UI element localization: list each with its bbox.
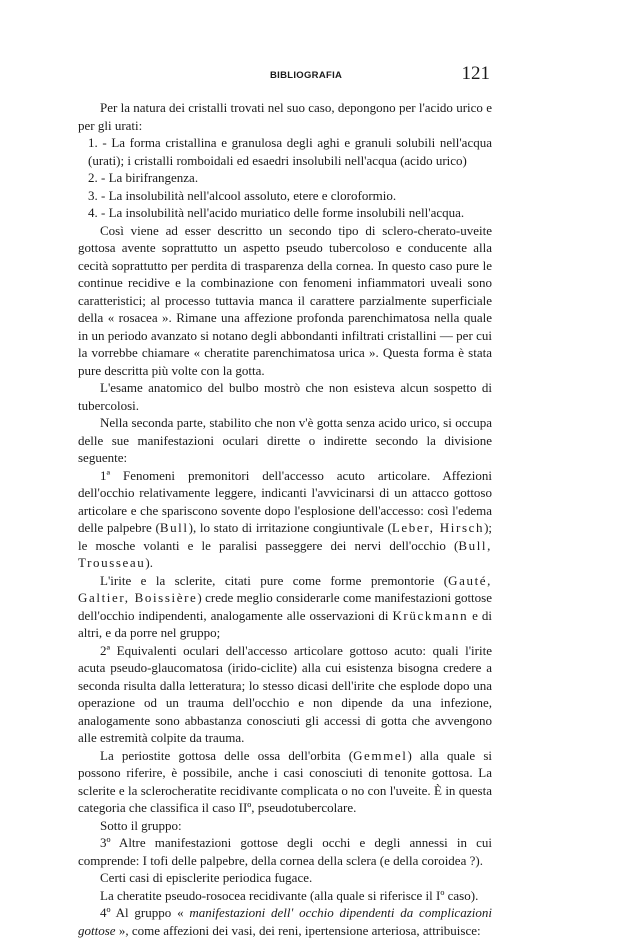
body-text <box>78 99 492 939</box>
list-item: 3. - La insolubilità nell'alcool assoluto, etere e cloroformio. <box>88 187 397 203</box>
page-number: 121 <box>461 63 490 84</box>
list-item: 4. - La insolubilità nell'acido muriatico delle forme insolubili nell'acqua. <box>88 205 465 220</box>
paragraph: 2ª Equivalenti oculari dell'accesso articolare gottoso acuto: quali l'irite acuta pseudo-glaucomatosa (irido-ciclite) alla cui esistenza bisogna credere a seconda risulta dalla letteratura; lo stesso dicasi dell'irite che esplode dopo una operazione od un trauma dell'occhio e non dipende da una infezione, analogamente sono abbastanza conosciuti gli accessi di gotta che avvengono alle estremità colpite da trauma. <box>78 642 492 745</box>
paragraph: L'esame anatomico del bulbo mostrò che non esisteva alcun sospetto di tubercolosi. <box>78 380 492 413</box>
author-name: Bull, Trousseau <box>78 537 492 570</box>
paragraph: 3º Altre manifestazioni gottose degli occhi e degli annessi in cui comprende: I tofi delle palpebre, della cornea della sclera (e della coroidea ?). <box>78 835 492 868</box>
author-name: Bull <box>159 520 189 535</box>
paragraph: Per la natura dei cristalli trovati nel suo caso, depongono per l'acido urico e per gli urati: <box>78 100 492 133</box>
paragraph: Così viene ad esser descritto un secondo tipo di sclero-cherato-uveite gottosa avente soprattutto un aspetto pseudo tubercoloso e conducente alla cecità soprattutto per perdita di trasparenza della cornea. In questo caso pure le continue recidive e la combinazione con fenomeni infiammatori uveali sono caratteristici; al processo tuttavia manca il carattere parzialmente superficiale della « rosacea ». Rimane una affezione profonda parenchimatosa nella quale in un periodo avanzato si notano degli abbondanti infiltrati cristallini — per cui la vorrebbe chiamare « cheratite parenchimatosa urica ». Questa forma è stata pure descritta più volte con la gotta. <box>78 222 492 378</box>
list-item: 1. - La forma cristallina e granulosa degli aghi e granuli solubili nell'acqua (urati); i cristalli romboidali ed esaedri insolubili nell'acqua (acido urico) <box>88 135 492 168</box>
author-name: Krückmann <box>392 607 469 623</box>
paragraph-premonitory: 1ª Fenomeni premonitori dell'accesso acuto articolare. Affezioni dell'occhio relativamente leggere, indicanti l'avvicinarsi di un attacco gottoso articolare e che spariscono sovente dopo l'esplosione dell'accesso: così l'edema delle palpebre (Bull), lo stato di irritazione congiuntivale (Leber, Hirsch); le mosche volanti e le paralisi passeggere dei nervi dell'occhio (Bull, Trousseau). <box>78 467 493 570</box>
author-name: Gauté, Galtier, Boissière <box>78 572 492 605</box>
paragraph: Nella seconda parte, stabilito che non v'è gotta senza acido urico, si occupa delle sue manifestazioni oculari dirette o indirette secondo la divisione seguente: <box>78 415 492 465</box>
paragraph-irite: L'irite e la sclerite, citati pure come forme premontorie (Gauté, Galtier, Boissière) crede meglio considerarle come manifestazioni gottose dell'occhio indipendenti, analogamente alle osservazioni di Krückmann e di altri, e da porre nel gruppo; <box>78 572 492 640</box>
list-item: 2. - La birifrangenza. <box>88 170 199 185</box>
paragraph: La cheratite pseudo-rosocea recidivante (alla quale si riferisce il Iº caso). <box>100 887 479 903</box>
running-title: BIBLIOGRAFIA <box>270 70 343 81</box>
italic-phrase: manifestazioni dell' occhio dipendenti da complicazioni gottose <box>78 905 492 938</box>
author-name: Leber, Hirsch <box>391 520 485 535</box>
paragraph: Sotto il gruppo: <box>100 817 182 833</box>
paragraph: Certi casi di episclerite periodica fugace. <box>100 870 313 885</box>
paragraph-periostite: La periostite gottosa delle ossa dell'orbita (Gemmel) alla quale si possono riferire, è possibile, anche i casi conosciuti di tenonite gottosa. La sclerite e la sclerocheratite recidivante complicata o no con l'uveite. È in questa categoria che classifica il caso IIº, pseudotubercolare. <box>78 747 492 815</box>
paragraph-group-4: 4º Al gruppo « manifestazioni dell' occhio dipendenti da complicazioni gottose », come affezioni dei vasi, dei reni, ipertensione arteriosa, attribuisce: <box>78 905 492 938</box>
author-name: Gemmel <box>353 747 408 763</box>
